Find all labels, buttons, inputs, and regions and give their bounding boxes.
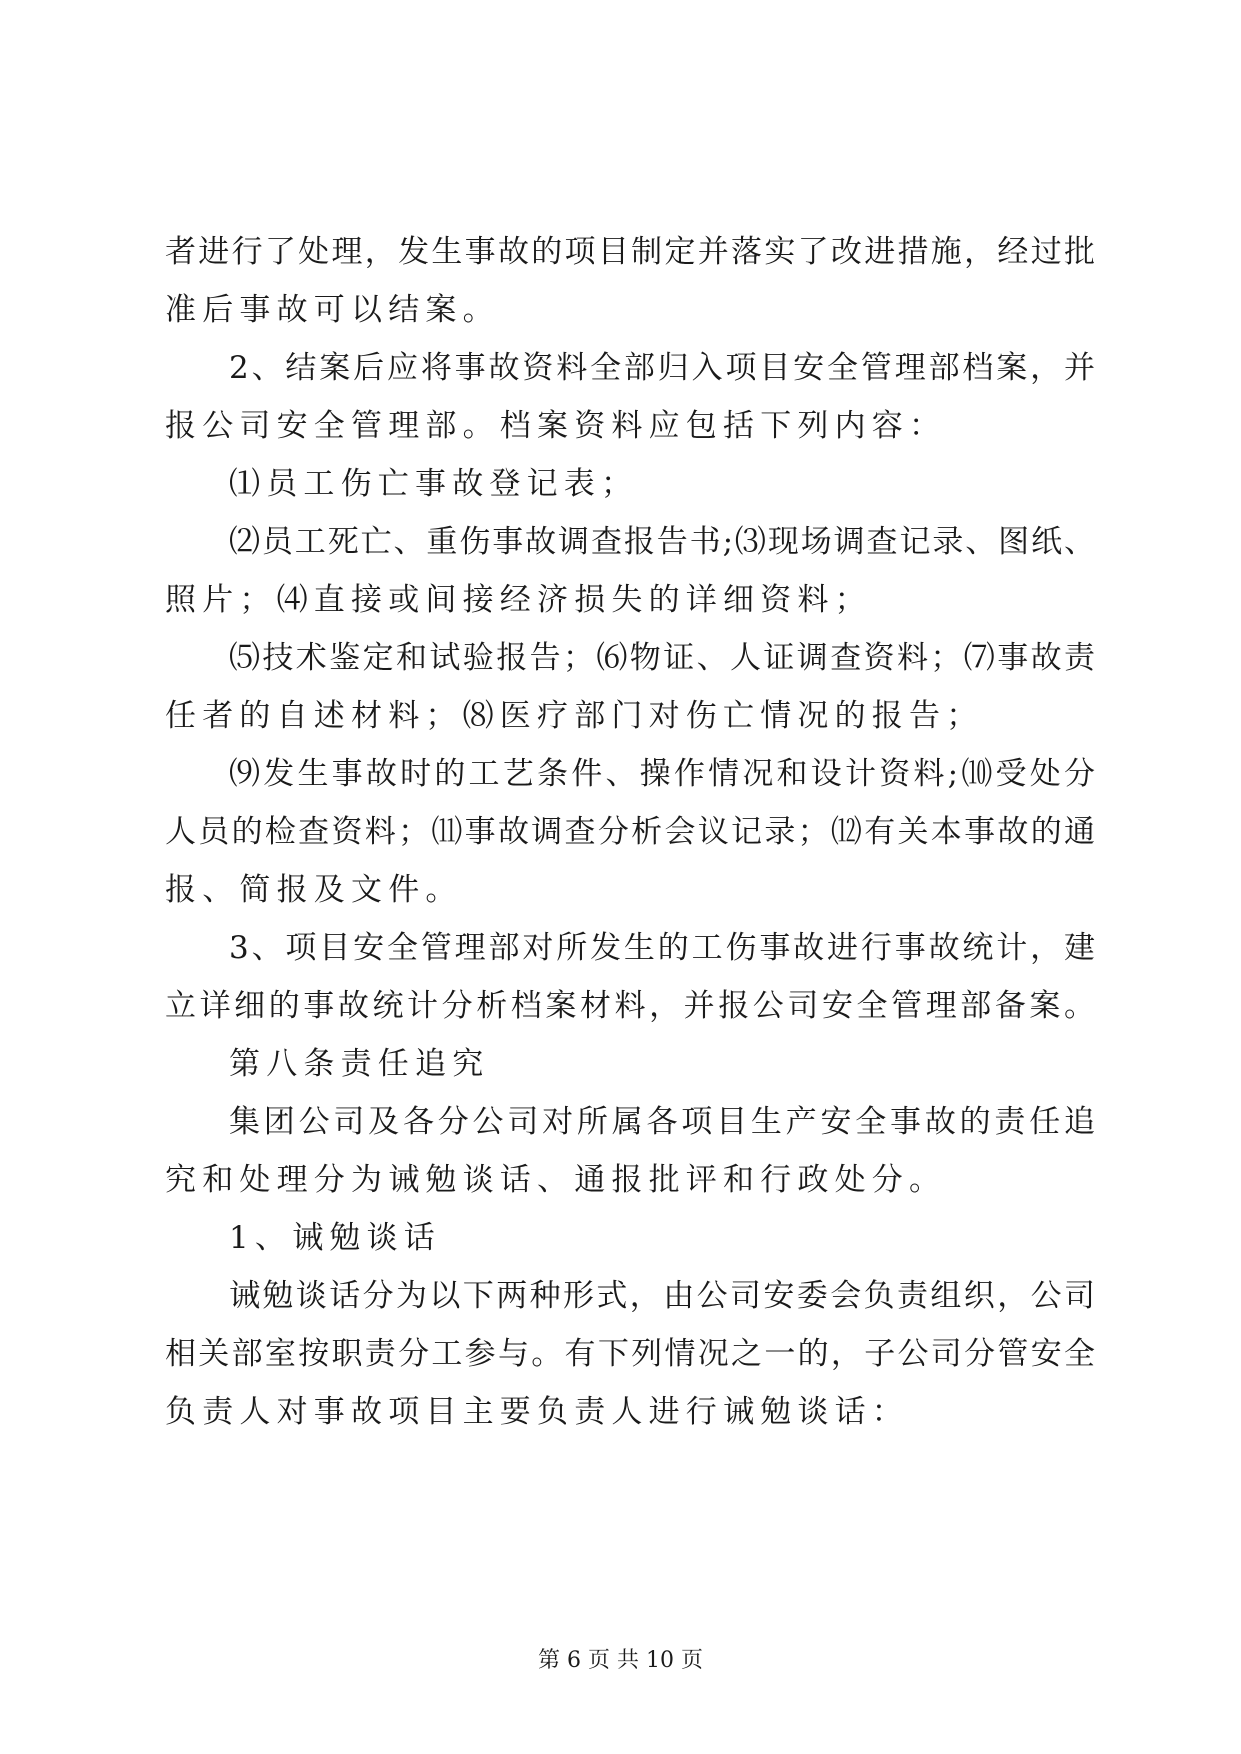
text-line: 2、结案后应将事故资料全部归入项目安全管理部档案，并 [229, 350, 1095, 386]
text-line: 3、项目安全管理部对所发生的工伤事故进行事故统计，建 [229, 930, 1095, 966]
section-heading: 第八条责任追究 [229, 1046, 490, 1082]
text-line: 者进行了处理，发生事故的项目制定并落实了改进措施，经过批 [165, 234, 1095, 270]
text-line: 立详细的事故统计分析档案材料，并报公司安全管理部备案。 [165, 988, 1095, 1024]
text-line: 报公司安全管理部。档案资料应包括下列内容： [165, 408, 947, 444]
text-line: 集团公司及各分公司对所属各项目生产安全事故的责任追 [229, 1104, 1095, 1140]
text-line: ⑵员工死亡、重伤事故调查报告书;⑶现场调查记录、图纸、 [229, 524, 1095, 560]
page-number-footer: 第 6 页 共 10 页 [538, 1648, 703, 1673]
text-line: 相关部室按职责分工参与。有下列情况之一的，子公司分管安全 [165, 1336, 1095, 1372]
text-line: ⑼发生事故时的工艺条件、操作情况和设计资料;⑽受处分 [229, 756, 1095, 792]
text-line: 报、简报及文件。 [165, 872, 463, 908]
text-line: 任者的自述材料；⑻医疗部门对伤亡情况的报告； [165, 698, 984, 734]
text-line: 负责人对事故项目主要负责人进行诫勉谈话： [165, 1394, 909, 1430]
text-line: 究和处理分为诫勉谈话、通报批评和行政处分。 [165, 1162, 947, 1198]
subsection-heading: 1、诫勉谈话 [229, 1220, 441, 1256]
text-line: ⑴员工伤亡事故登记表； [229, 466, 639, 502]
text-line: ⑸技术鉴定和试验报告；⑹物证、人证调查资料；⑺事故责 [229, 640, 1095, 676]
text-line: 照片；⑷直接或间接经济损失的详细资料； [165, 582, 872, 618]
text-line: 诫勉谈话分为以下两种形式，由公司安委会负责组织，公司 [229, 1278, 1095, 1314]
text-line: 准后事故可以结案。 [165, 292, 500, 328]
text-line: 人员的检查资料；⑾事故调查分析会议记录；⑿有关本事故的通 [165, 814, 1095, 850]
